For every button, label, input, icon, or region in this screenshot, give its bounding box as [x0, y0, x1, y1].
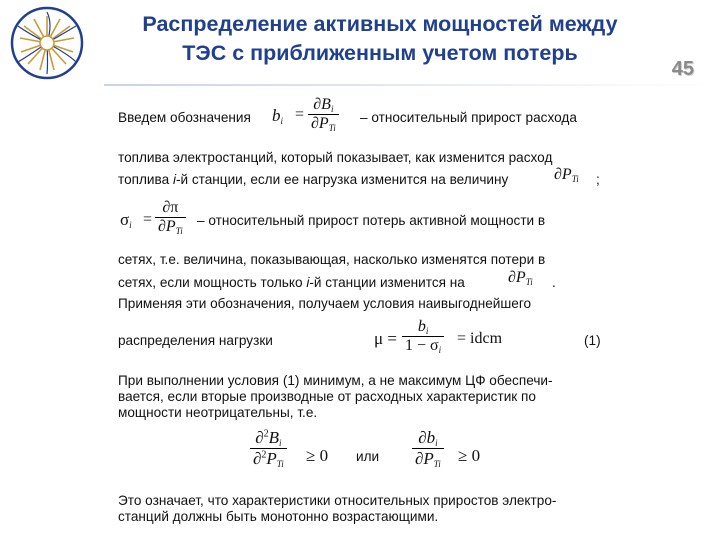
- formula-eq-2: =: [143, 211, 153, 228]
- p5-line1: Это означает, что характеристики относительных приростов электро-: [118, 493, 557, 508]
- formula-geq-1: ≥ 0: [306, 446, 329, 465]
- p1-intro: Введем обозначения: [118, 110, 251, 125]
- sun-logo-icon: [8, 4, 86, 82]
- formula-sigma-i: $\sigma_i$: [120, 210, 132, 230]
- header-divider: [104, 84, 720, 86]
- formula-dB-dP: $\partial B_i$ $\partial P_{Ti}$: [308, 96, 339, 133]
- p4-line2: вается, если вторые производные от расходных характеристик по: [118, 389, 536, 404]
- formula-d2B-d2P: $\partial^2B_i$ $\partial^2P_{Ti}$: [250, 428, 287, 469]
- p1-semicolon: ;: [596, 172, 600, 187]
- title-line-1: Распределение активных мощностей между: [142, 12, 618, 36]
- formula-geq-2: ≥ 0: [458, 446, 481, 465]
- formula-db-dP: $\partial b_i$ $\partial P_{Ti}$: [412, 428, 444, 469]
- eq1-label: (1): [584, 333, 601, 348]
- title-line-2: ТЭС с приближенным учетом потерь: [182, 41, 578, 65]
- formula-eq-1: =: [295, 106, 305, 123]
- logo: [8, 4, 86, 82]
- or-text: или: [356, 449, 380, 464]
- p3-line1: Применяя эти обозначения, получаем условия наивыгоднейшего: [118, 296, 532, 311]
- formula-mu-frac: $b_i$ $1 - \sigma_i$: [402, 318, 444, 355]
- formula-dpi-dP: ∂π $\partial P_{Ti}$: [155, 199, 186, 236]
- p1-after: – относительный прирост расхода: [360, 110, 577, 125]
- p1-line2: топлива электростанций, который показывает, как изменится расход: [118, 150, 553, 165]
- p4-line3: мощности неотрицательны, т.е.: [118, 405, 318, 420]
- slide-title: [110, 10, 650, 68]
- formula-b-i: $b_i$: [272, 106, 284, 126]
- formula-dP-1: $\partial P_{Ti}$: [554, 166, 579, 184]
- p3-line2: распределения нагрузки: [118, 333, 273, 348]
- formula-mu: μ =: [374, 329, 397, 348]
- p2-line2: сетях, т.е. величина, показывающая, насколько изменятся потери в: [118, 252, 546, 267]
- p2-after: – относительный прирост потерь активной мощности в: [197, 213, 546, 228]
- formula-dP-2: $\partial P_{Ti}$: [508, 269, 533, 287]
- p5-line2: станций должны быть монотонно возрастающими.: [118, 509, 439, 524]
- p4-line1: При выполнении условия (1) минимум, а не максимум ЦФ обеспечи-: [118, 373, 553, 388]
- p2-dot: .: [552, 275, 556, 290]
- p1-line3: топлива i-й станции, если ее нагрузка изменится на величину: [118, 172, 509, 187]
- formula-idem: = idcm: [457, 330, 503, 347]
- p2-line3: сетях, если мощность только i-й станции изменится на: [118, 275, 465, 290]
- slide-number: 45: [671, 58, 694, 80]
